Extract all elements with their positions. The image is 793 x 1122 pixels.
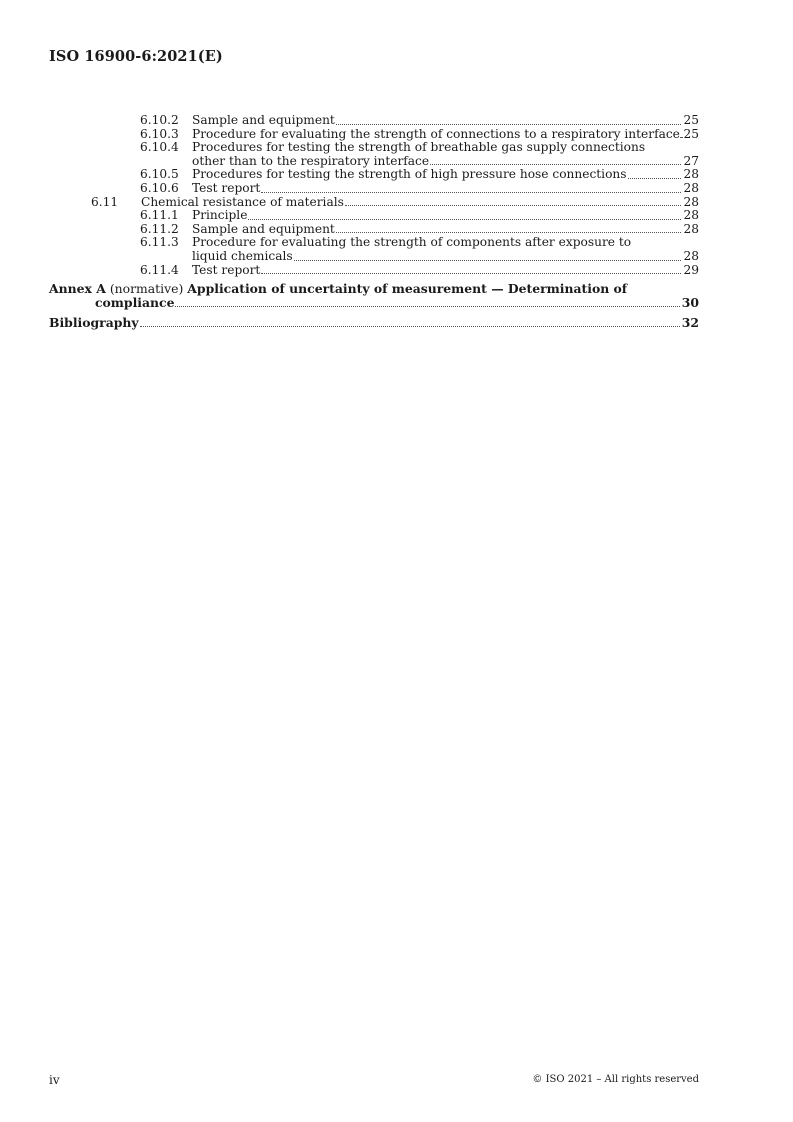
toc-entry-title: Procedure for evaluating the strength of connections to a respiratory interface [192,126,680,141]
toc-entry-title: Test report [192,262,261,277]
toc-entry-number: 6.10.4 [140,140,179,155]
dot-leader [175,305,679,307]
dot-leader [336,231,681,233]
toc-entry-6-10-4[interactable] [49,141,699,168]
dot-leader [628,177,681,179]
toc-entry-number: 6.11.1 [140,208,179,223]
toc-entry-6-10-2[interactable] [49,114,699,128]
toc-entry-page: 28 [683,248,699,263]
dot-leader [430,163,681,165]
toc-entry-6-11[interactable] [49,196,699,210]
dot-leader [336,123,681,125]
toc-entry-title: Test report [192,180,261,195]
toc-entry-number: 6.11.4 [140,262,179,277]
annex-title-continued: compliance [95,295,175,311]
toc-entry-6-11-2[interactable] [49,223,699,237]
toc-entry-title: Procedure for evaluating the strength of components after exposure to [192,235,632,250]
toc-entry-title: Procedures for testing the strength of breathable gas supply connections [192,140,646,155]
table-of-contents [49,114,699,330]
toc-entry-6-10-6[interactable] [49,182,699,196]
toc-entry-number: 6.11.3 [140,235,179,250]
toc-entry-page: 28 [683,180,699,195]
toc-entry-page: 28 [683,167,699,182]
toc-entry-6-10-5[interactable] [49,168,699,182]
toc-entry-page: 29 [683,262,699,277]
toc-entry-title-continued: other than to the respiratory interface [192,153,430,168]
toc-entry-page: 27 [683,153,699,168]
dot-leader [261,191,681,193]
dot-leader [140,325,680,327]
toc-entry-6-11-4[interactable] [49,264,699,278]
toc-entry-page: 28 [683,208,699,223]
toc-entry-number: 6.10.6 [140,180,179,195]
toc-entry-bibliography[interactable] [49,316,699,330]
toc-entry-page: 25 [683,126,699,141]
annex-title: Application of uncertainty of measurement — Determination of [187,281,628,297]
toc-entry-6-10-3[interactable] [49,128,699,142]
dot-leader [248,218,681,220]
toc-entry-title-continued: liquid chemicals [192,248,293,263]
toc-entry-6-11-3[interactable] [49,236,699,263]
toc-entry-page: 25 [683,113,699,127]
toc-entry-title: Sample and equipment [192,113,335,127]
toc-entry-annex-a[interactable] [49,282,699,310]
dot-leader [345,204,681,206]
toc-entry-page: 28 [683,221,699,236]
toc-entry-number: 6.10.5 [140,167,179,182]
toc-entry-number: 6.10.2 [140,113,179,127]
toc-entry-page: 28 [683,194,699,209]
toc-entry-title: Sample and equipment [192,221,335,236]
annex-page: 30 [681,295,699,311]
annex-label: Annex A [49,281,106,297]
dot-leader [261,272,681,274]
dot-leader [680,136,682,138]
toc-entry-title: Chemical resistance of materials [141,194,344,209]
copyright-notice: © ISO 2021 – All rights reserved [532,1074,699,1085]
annex-qualifier: (normative) [109,281,184,297]
page-number: iv [49,1073,60,1087]
bibliography-title: Bibliography [49,315,139,331]
toc-entry-title: Procedures for testing the strength of high pressure hose connections [192,167,627,182]
toc-entry-number: 6.11 [91,194,119,209]
toc-entry-title: Principle [192,208,248,223]
document-header: ISO 16900-6:2021(E) [49,48,223,65]
bibliography-page: 32 [681,315,699,331]
toc-entry-number: 6.11.2 [140,221,179,236]
toc-entry-number: 6.10.3 [140,126,179,141]
toc-entry-6-11-1[interactable] [49,209,699,223]
dot-leader [294,259,681,261]
